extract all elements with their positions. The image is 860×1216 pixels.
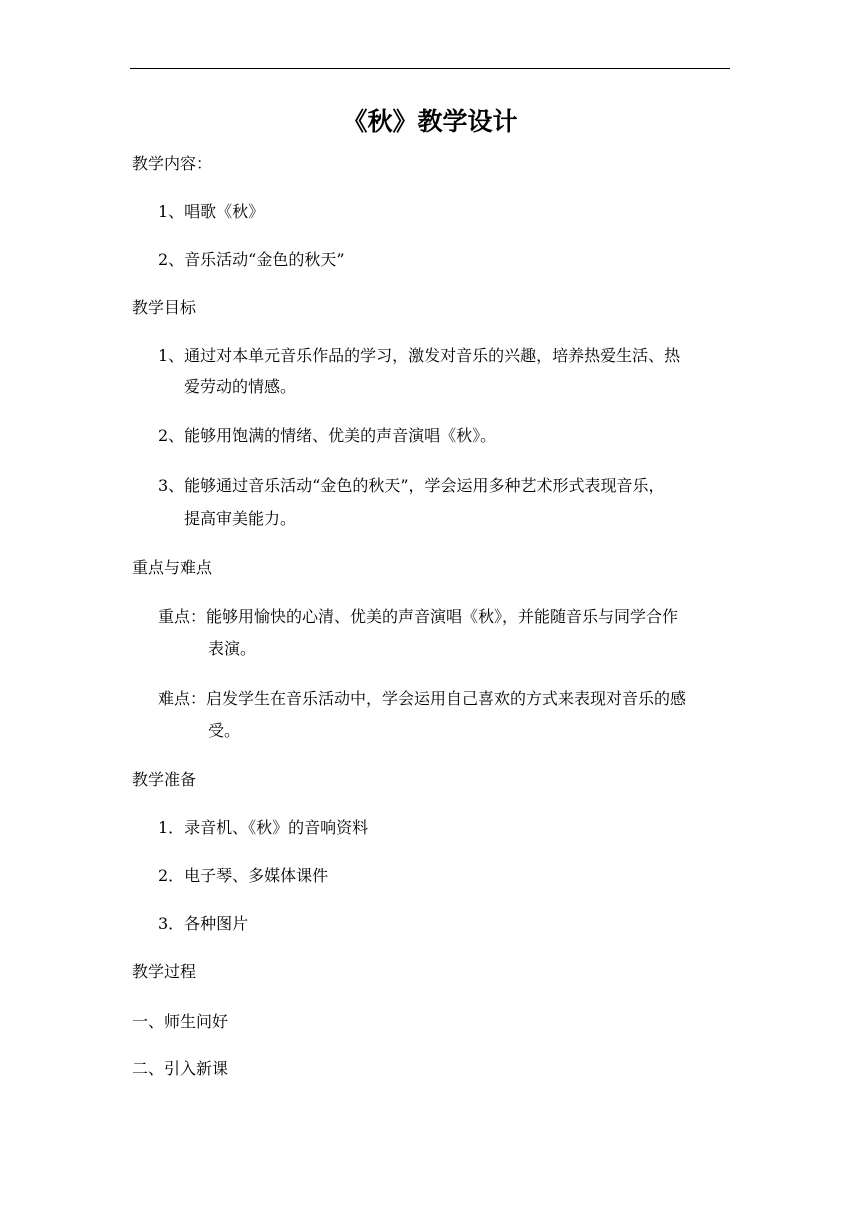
- section-heading-content: 教学内容：: [132, 154, 213, 173]
- difficulty-point: 难点：启发学生在音乐活动中，学会运用自己喜欢的方式来表现对音乐的感: [158, 689, 687, 708]
- goal-item: 3、能够通过音乐活动“金色的秋天”，学会运用多种艺术形式表现音乐，: [158, 476, 665, 495]
- prep-item: 1．录音机、《秋》的音响资料: [158, 818, 369, 837]
- section-heading-preparation: 教学准备: [132, 770, 197, 789]
- goal-item-continued: 提高审美能力。: [184, 509, 297, 528]
- key-point-continued: 表演。: [208, 639, 257, 658]
- section-heading-goals: 教学目标: [132, 298, 197, 317]
- document-title: 《秋》教学设计: [342, 107, 518, 136]
- content-item: 2、音乐活动“金色的秋天”: [158, 250, 345, 269]
- difficulty-point-continued: 受。: [208, 721, 241, 740]
- goal-item: 1、通过对本单元音乐作品的学习，激发对音乐的兴趣，培养热爱生活、热: [158, 346, 681, 365]
- key-point: 重点：能够用愉快的心清、优美的声音演唱《秋》，并能随音乐与同学合作: [158, 607, 679, 626]
- goal-item-continued: 爱劳动的情感。: [184, 377, 297, 396]
- content-item: 1、唱歌《秋》: [158, 202, 265, 221]
- header-rule: [130, 68, 730, 69]
- process-item: 一、师生问好: [132, 1012, 229, 1031]
- prep-item: 3．各种图片: [158, 914, 249, 933]
- goal-item: 2、能够用饱满的情绪、优美的声音演唱《秋》。: [158, 426, 497, 445]
- section-heading-key-points: 重点与难点: [132, 558, 213, 577]
- prep-item: 2．电子琴、多媒体课件: [158, 866, 329, 885]
- process-item: 二、引入新课: [132, 1059, 229, 1078]
- section-heading-process: 教学过程: [132, 962, 197, 981]
